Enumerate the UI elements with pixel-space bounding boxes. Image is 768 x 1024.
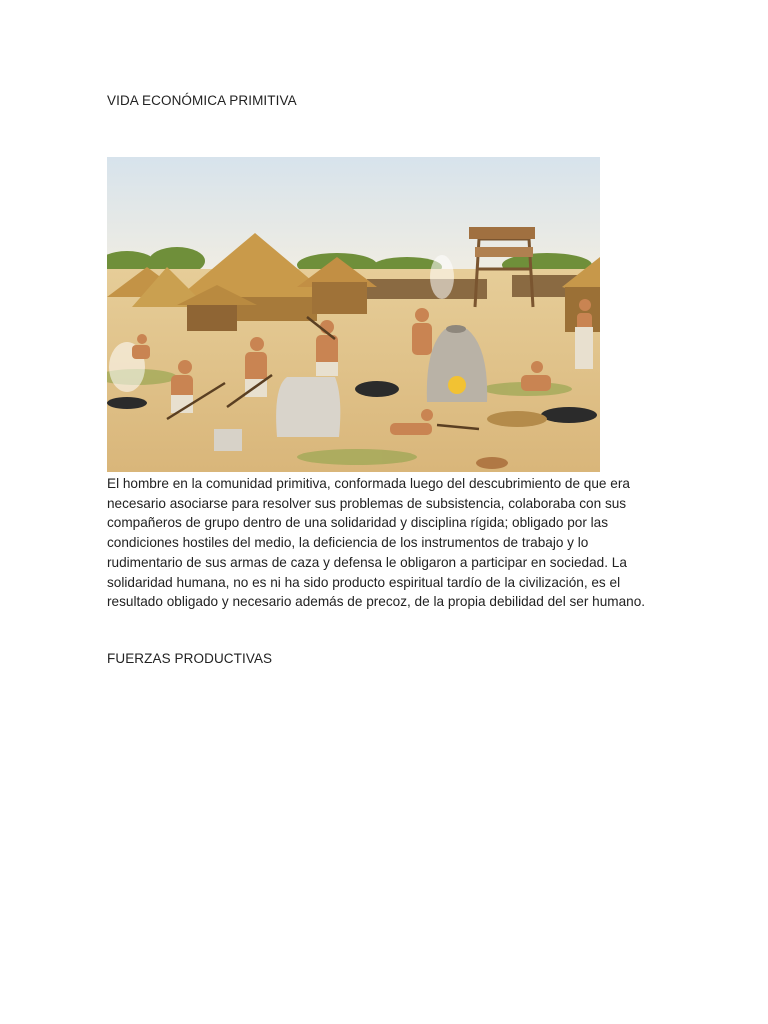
stone-block <box>214 429 242 451</box>
primitive-village-illustration <box>107 157 600 472</box>
body-paragraph: El hombre en la comunidad primitiva, conformada luego del descubrimiento de que era necesario asociarse para resolver sus problemas de subsistencia, colaboraba con sus compañeros de grupo dentro de una solidaridad y disciplina rígida; obligado por las condiciones hostiles del medio, la deficiencia de los instrumentos de trabajo y lo rudimentario de sus armas de caza y defensa le obligaron a participar en sociedad. La solidaridad humana, no es ni ha sido producto espiritual tardío de la civilización, es el resultado obligado y necesario además de precoz, de la propia debilidad del ser humano. <box>107 476 646 610</box>
watchtower-platform <box>475 247 533 257</box>
clay-bowl <box>476 457 508 469</box>
watchtower-roof <box>469 227 535 239</box>
bellows <box>487 411 547 427</box>
page-title: VIDA ECONÓMICA PRIMITIVA <box>107 93 297 108</box>
section-heading: FUERZAS PRODUCTIVAS <box>107 651 273 666</box>
stone-anvil <box>276 377 340 437</box>
